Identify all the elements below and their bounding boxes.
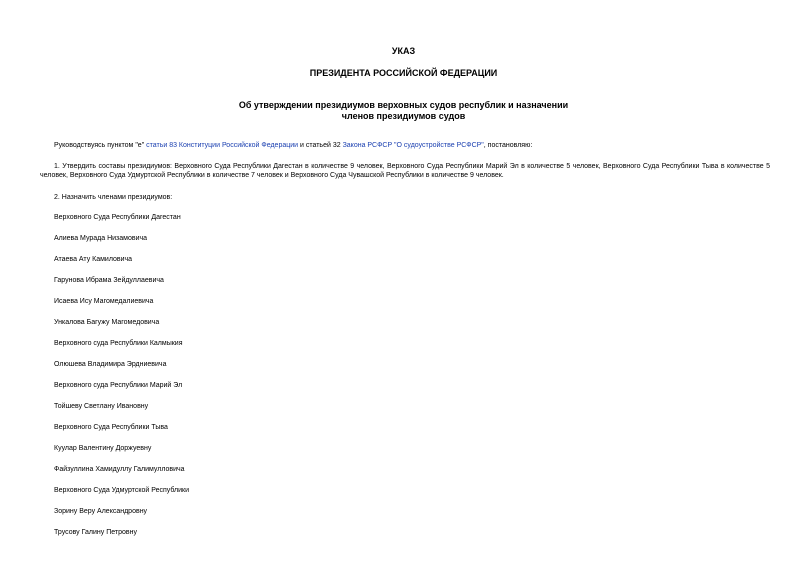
intro-text-after: , постановляю: <box>483 142 533 149</box>
list-item: Верховного суда Республики Марий Эл <box>54 382 183 389</box>
issuer-title: ПРЕЗИДЕНТА РОССИЙСКОЙ ФЕДЕРАЦИИ <box>309 68 498 78</box>
item-2-paragraph: 2. Назначить членами президиумов: <box>54 194 173 201</box>
list-item: Трусову Галину Петровну <box>54 529 137 536</box>
list-item: Гарунова Ибрама Зейдуллаевича <box>54 277 164 284</box>
list-item: Тойшеву Светлану Ивановну <box>54 403 149 410</box>
list-item: Олюшева Владимира Эрдниевича <box>54 361 167 368</box>
member-list <box>54 213 189 549</box>
court-system-law-link[interactable]: Закона РСФСР "О судоустройстве РСФСР" <box>342 142 484 149</box>
list-item: Куулар Валентину Доржуевну <box>54 445 152 452</box>
subject-line-1: Об утверждении президиумов верховных судов республик и назначении <box>238 100 569 110</box>
list-item: Файзуллина Хамидуллу Галимулловича <box>54 466 185 473</box>
list-item: Верховного Суда Республики Дагестан <box>54 214 181 221</box>
list-item: Верховного Суда Удмуртской Республики <box>54 487 189 494</box>
list-item: Алиева Мурада Низамовича <box>54 235 148 242</box>
list-item: Зорину Веру Александровну <box>54 508 148 515</box>
constitution-article-link[interactable]: статьи 83 Конституции Российской Федерации <box>146 142 299 149</box>
intro-text-middle: и статьей 32 <box>298 142 343 149</box>
subject-line-2: членов президиумов судов <box>341 111 466 121</box>
intro-text-before: Руководствуясь пунктом "е" <box>54 142 147 149</box>
list-item: Атаева Ату Камиловича <box>54 256 133 263</box>
list-item: Верховного Суда Республики Тыва <box>54 424 168 431</box>
intro-paragraph <box>54 141 532 150</box>
decree-title: УКАЗ <box>391 46 416 56</box>
list-item: Верховного суда Республики Калмыкия <box>54 340 183 347</box>
item-1-paragraph: 1. Утвердить составы президиумов: Верховного Суда Республики Дагестан в количестве 9 человек, Верховного Суда Республики Марий Эл в количестве 5 человек, Верховного Суда Республики Тыва в количестве 5 человек, Верховного Суда Удмуртской Республики в количестве 7 человек и Верховного Суда Чувашской Республики в количестве 9 человек. <box>40 163 770 179</box>
list-item: Исаева Ису Магомедалиевича <box>54 298 154 305</box>
list-item: Ункалова Багужу Магомедовича <box>54 319 160 326</box>
